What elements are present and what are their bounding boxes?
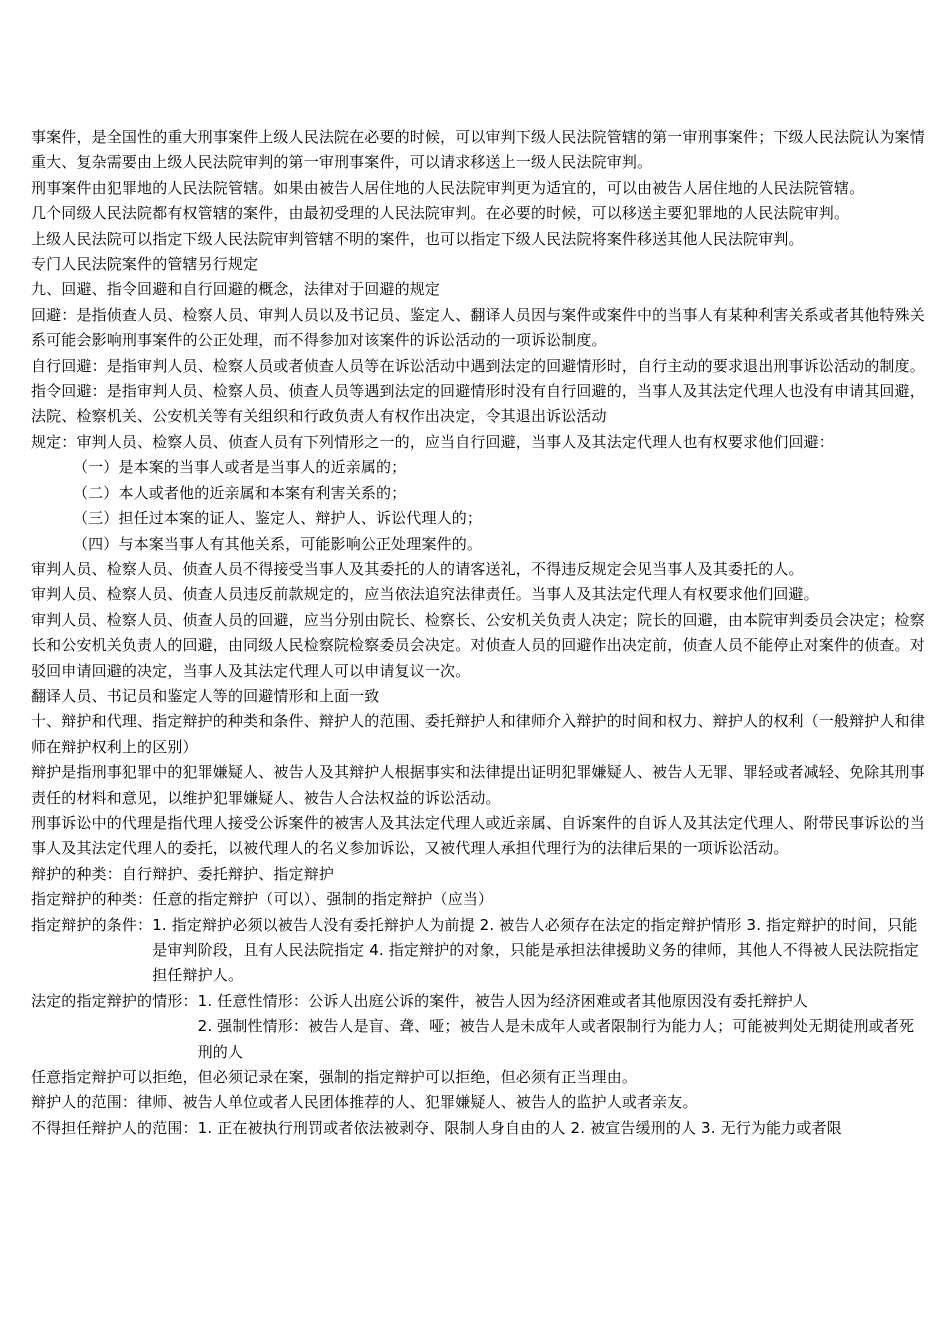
excluded-text: 1. 正在被执行刑罚或者依法被剥夺、限制人身自由的人 2. 被宣告缓刑的人 3. 无行为能力或者限 xyxy=(197,1118,842,1137)
paragraph: 自行回避：是指审判人员、检察人员或者侦查人员等在诉讼活动中遇到法定的回避情形时，自行主动的要求退出刑事诉讼活动的制度。 xyxy=(31,356,925,375)
section-heading: 九、回避、指令回避和自行回避的概念，法律对于回避的规定 xyxy=(31,280,441,299)
conditions-text: 1. 指定辩护必须以被告人没有委托辩护人为前提 2. 被告人必须存在法定的指定辩护情形 3. 指定辩护的时间，只能是审判阶段，且有人民法院指定 4. 指定辩护的对象，只能是承担法律援助义务的律师，其他人不得被人民法院指定担任辩护人。 xyxy=(152,915,920,985)
paragraph: 几个同级人民法院都有权管辖的案件，由最初受理的人民法院审判。在必要的时候，可以移送主要犯罪地的人民法院审判。 xyxy=(31,204,850,223)
section-heading: 十、辩护和代理、指定辩护的种类和条件、辩护人的范围、委托辩护人和律师介入辩护的时间和权力、辩护人的权利（一般辩护人和律师在辩护权利上的区别） xyxy=(31,712,925,756)
paragraph: 审判人员、检察人员、侦查人员违反前款规定的，应当依法追究法律责任。当事人及其法定代理人有权要求他们回避。 xyxy=(31,585,819,604)
list-item: （一）是本案的当事人或者是当事人的近亲属的； xyxy=(73,458,407,477)
defense-situations xyxy=(31,989,926,1065)
paragraph: 刑事案件由犯罪地的人民法院管辖。如果由被告人居住地的人民法院审判更为适宜的，可以由被告人居住地的人民法院管辖。 xyxy=(31,178,865,197)
document-body xyxy=(31,125,926,1141)
paragraph: 指令回避：是指审判人员、检察人员、侦查人员等遇到法定的回避情形时没有自行回避的，当事人及其法定代理人也没有申请其回避，法院、检察机关、公安机关等有关组织和行政负责人有权作出决定，令其退出诉讼活动 xyxy=(31,382,925,426)
situation-item: 2. 强制性情形：被告人是盲、聋、哑；被告人是未成年人或者限制行为能力人；可能被判处无期徒刑或者死刑的人 xyxy=(197,1017,915,1061)
situations-label: 法定的指定辩护的情形： xyxy=(31,991,198,1010)
paragraph: 辩护人的范围：律师、被告人单位或者人民团体推荐的人、犯罪嫌疑人、被告人的监护人或者亲友。 xyxy=(31,1093,698,1112)
excluded-label: 不得担任辩护人的范围： xyxy=(31,1118,198,1137)
situation-item: 1. 任意性情形：公诉人出庭公诉的案件，被告人因为经济困难或者其他原因没有委托辩护人 xyxy=(197,991,809,1010)
paragraph: 审判人员、检察人员、侦查人员不得接受当事人及其委托的人的请客送礼，不得违反规定会见当事人及其委托的人。 xyxy=(31,559,804,578)
paragraph: 指定辩护的种类：任意的指定辩护（可以）、强制的指定辩护（应当） xyxy=(31,890,494,909)
paragraph: 上级人民法院可以指定下级人民法院审判管辖不明的案件，也可以指定下级人民法院将案件移送其他人民法院审判。 xyxy=(31,229,804,248)
defense-conditions xyxy=(31,913,926,989)
paragraph: 刑事诉讼中的代理是指代理人接受公诉案件的被害人及其法定代理人或近亲属、自诉案件的自诉人及其法定代理人、附带民事诉讼的当事人及其法定代理人的委托，以被代理人的名义参加诉讼，又被代理人承担代理行为的法律后果的一项诉讼活动。 xyxy=(31,813,925,858)
paragraph: 审判人员、检察人员、侦查人员的回避，应当分别由院长、检察长、公安机关负责人决定；院长的回避，由本院审判委员会决定；检察长和公安机关负责人的回避，由同级人民检察院检察委员会决定。对侦查人员的回避作出决定前，侦查人员不能停止对案件的侦查。对驳回申请回避的决定，当事人及其法定代理人可以申请复议一次。 xyxy=(31,610,925,680)
paragraph: 专门人民法院案件的管辖另行规定 xyxy=(31,255,259,274)
paragraph: 事案件，是全国性的重大刑事案件上级人民法院在必要的时候，可以审判下级人民法院管辖的第一审刑事案件；下级人民法院认为案情重大、复杂需要由上级人民法院审判的第一审刑事案件，可以请求移送上一级人民法院审判。 xyxy=(31,128,925,172)
list-item: （四）与本案当事人有其他关系，可能影响公正处理案件的。 xyxy=(73,534,483,553)
paragraph: 任意指定辩护可以拒绝，但必须记录在案，强制的指定辩护可以拒绝，但必须有正当理由。 xyxy=(31,1068,638,1087)
situations-body xyxy=(198,989,926,1065)
paragraph: 回避：是指侦查人员、检察人员、审判人员以及书记员、鉴定人、翻译人员因与案件或案件中的当事人有某种利害关系或者其他特殊关系可能会影响刑事案件的公正处理，而不得参加对该案件的诉讼活动的一项诉讼制度。 xyxy=(31,305,925,350)
paragraph: 辩护的种类：自行辩护、委托辩护、指定辩护 xyxy=(31,864,335,883)
list-item: （二）本人或者他的近亲属和本案有利害关系的； xyxy=(73,483,407,502)
excluded-defenders xyxy=(31,1116,926,1141)
conditions-label: 指定辩护的条件： xyxy=(31,915,153,934)
paragraph: 规定：审判人员、检察人员、侦查人员有下列情形之一的，应当自行回避，当事人及其法定代理人也有权要求他们回避： xyxy=(31,432,834,451)
paragraph: 翻译人员、书记员和鉴定人等的回避情形和上面一致 xyxy=(31,686,380,705)
list-item: （三）担任过本案的证人、鉴定人、辩护人、诉讼代理人的； xyxy=(73,509,483,528)
paragraph: 辩护是指刑事犯罪中的犯罪嫌疑人、被告人及其辩护人根据事实和法律提出证明犯罪嫌疑人、被告人无罪、罪轻或者减轻、免除其刑事责任的材料和意见，以维护犯罪嫌疑人、被告人合法权益的诉讼活动。 xyxy=(31,763,925,807)
